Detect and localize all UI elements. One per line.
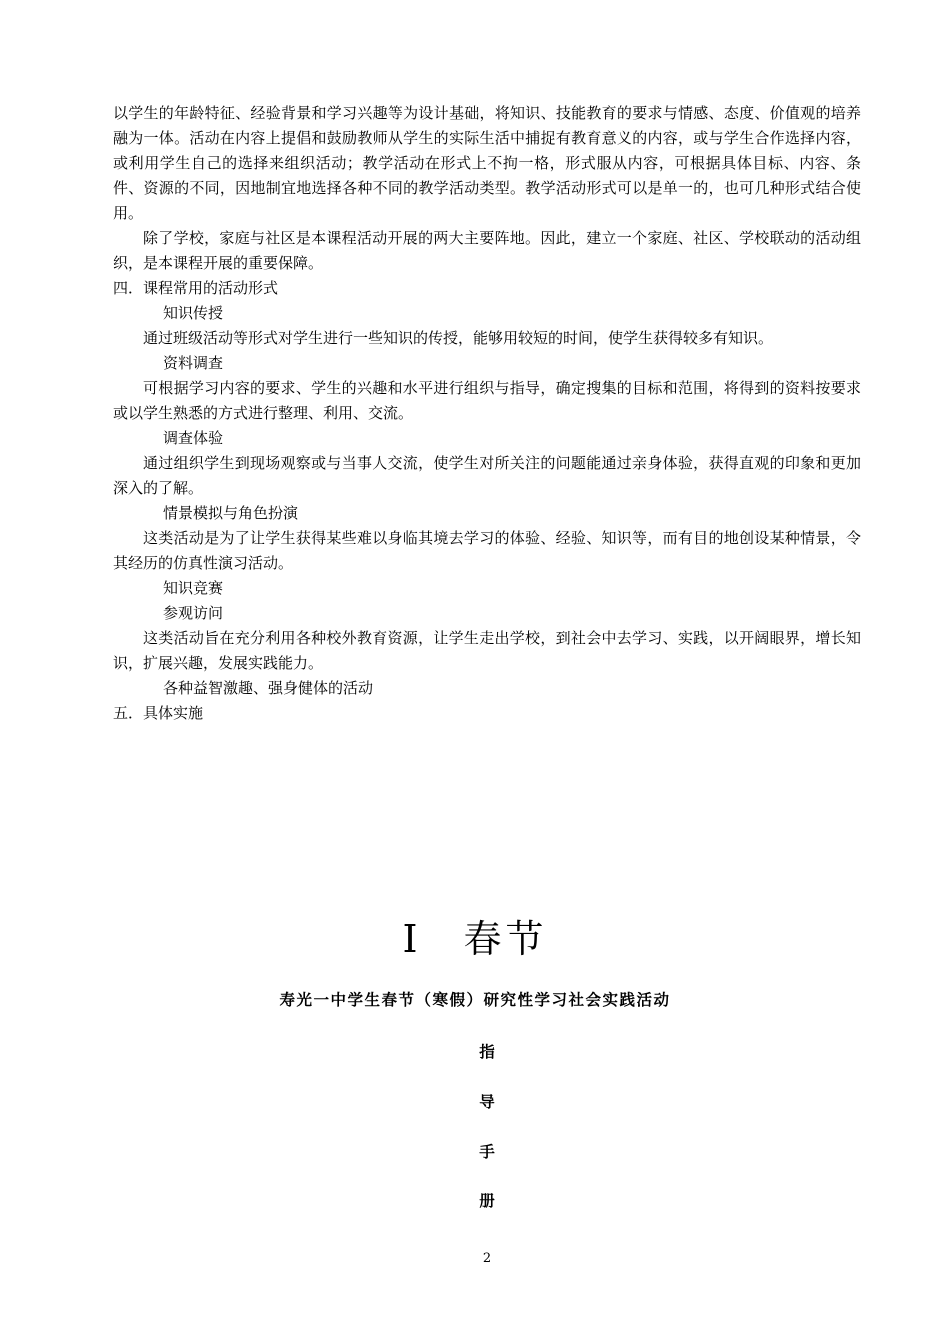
paragraph: 通过组织学生到现场观察或与当事人交流，使学生对所关注的问题能通过亲身体验，获得直观的印象和更加深入的了解。 — [113, 454, 861, 497]
subtitle: 寿光一中学生春节（寒假）研究性学习社会实践活动 — [279, 991, 671, 1009]
paragraph: 除了学校，家庭与社区是本课程活动开展的两大主要阵地。因此，建立一个家庭、社区、学校联动的活动组织，是本课程开展的重要保障。 — [113, 229, 861, 272]
paragraph: 以学生的年龄特征、经验背景和学习兴趣等为设计基础，将知识、技能教育的要求与情感、态度、价值观的培养融为一体。活动在内容上提倡和鼓励教师从学生的实际生活中捕捉有教育意义的内容，或与学生合作选择内容，或利用学生自己的选择来组织活动；教学活动在形式上不拘一格，形式服从内容，可根据具体目标、内容、条件、资源的不同，因地制宜地选择各种不同的教学活动类型。教学活动形式可以是单一的，也可几种形式结合使用。 — [113, 104, 861, 222]
section-title: I 春节 — [402, 917, 548, 961]
sub-heading: 资料调查 — [163, 354, 224, 372]
section-heading: 五．具体实施 — [113, 704, 204, 722]
body-text — [113, 101, 861, 726]
sub-heading: 知识传授 — [163, 304, 224, 322]
sub-heading: 情景模拟与角色扮演 — [163, 504, 299, 522]
sub-heading: 知识竞赛 — [163, 579, 224, 597]
vertical-title-char: 导 — [479, 1093, 495, 1111]
section-heading: 四．课程常用的活动形式 — [113, 279, 279, 297]
vertical-title-char: 册 — [479, 1192, 495, 1210]
sub-heading: 参观访问 — [163, 604, 224, 622]
paragraph: 通过班级活动等形式对学生进行一些知识的传授，能够用较短的时间，使学生获得较多有知识。 — [143, 329, 774, 347]
paragraph: 这类活动是为了让学生获得某些难以身临其境去学习的体验、经验、知识等，而有目的地创设某种情景，令其经历的仿真性演习活动。 — [113, 529, 861, 572]
vertical-title-char: 指 — [479, 1043, 495, 1061]
paragraph: 可根据学习内容的要求、学生的兴趣和水平进行组织与指导，确定搜集的目标和范围，将得到的资料按要求或以学生熟悉的方式进行整理、利用、交流。 — [113, 379, 861, 422]
vertical-title-char: 手 — [479, 1143, 495, 1161]
sub-heading: 调查体验 — [163, 429, 224, 447]
paragraph: 这类活动旨在充分利用各种校外教育资源，让学生走出学校，到社会中去学习、实践，以开阔眼界，增长知识，扩展兴趣，发展实践能力。 — [113, 629, 861, 672]
sub-heading: 各种益智激趣、强身健体的活动 — [163, 679, 374, 697]
page-number: 2 — [482, 1251, 492, 1266]
